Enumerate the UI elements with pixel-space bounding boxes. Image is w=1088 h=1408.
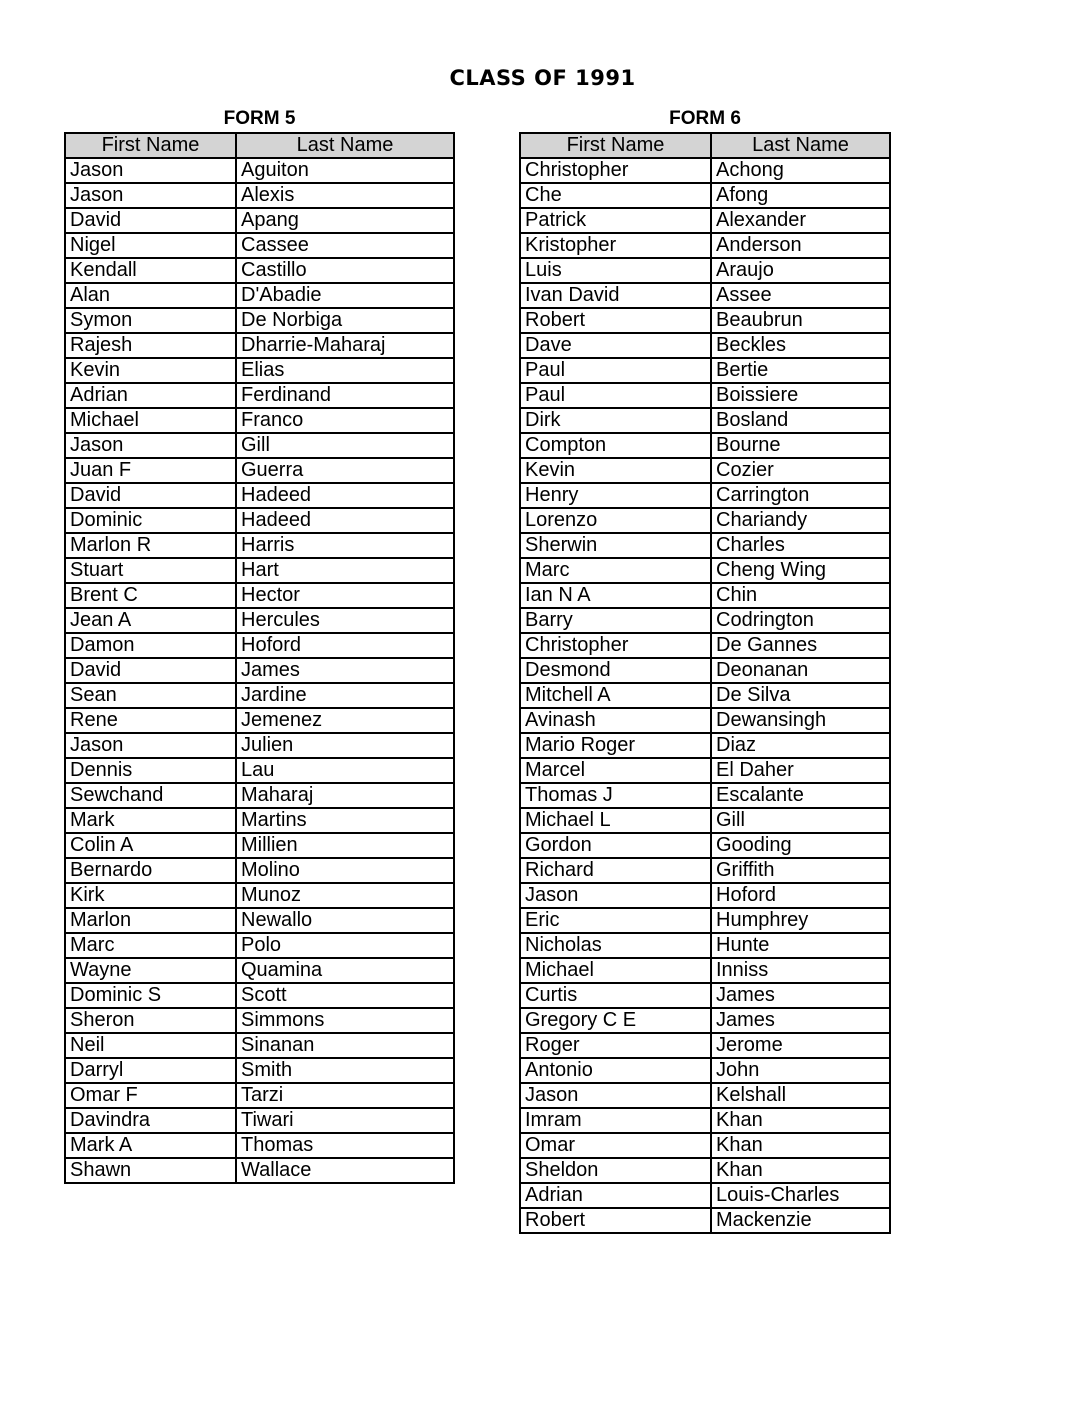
- first-name-cell: Luis: [520, 258, 711, 283]
- first-name-cell: Neil: [65, 1033, 236, 1058]
- last-name-cell: Harris: [236, 533, 454, 558]
- table-row: [520, 508, 890, 533]
- first-name-cell: Omar F: [65, 1083, 236, 1108]
- table-row: [65, 958, 454, 983]
- last-name-cell: Quamina: [236, 958, 454, 983]
- table-row: [520, 258, 890, 283]
- table-row: [520, 783, 890, 808]
- first-name-cell: Jason: [65, 433, 236, 458]
- last-name-cell: Hoford: [236, 633, 454, 658]
- table-row: [520, 308, 890, 333]
- last-name-cell: Louis-Charles: [711, 1183, 890, 1208]
- last-name-cell: Inniss: [711, 958, 890, 983]
- last-name-cell: Charles: [711, 533, 890, 558]
- last-name-cell: El Daher: [711, 758, 890, 783]
- table-row: [65, 658, 454, 683]
- table-row: [65, 408, 454, 433]
- first-name-cell: Dominic: [65, 508, 236, 533]
- first-name-cell: Ivan David: [520, 283, 711, 308]
- last-name-cell: Jardine: [236, 683, 454, 708]
- table-row: [520, 733, 890, 758]
- first-name-cell: Compton: [520, 433, 711, 458]
- table-row: [65, 458, 454, 483]
- table-row: [520, 683, 890, 708]
- table-row: [65, 583, 454, 608]
- first-name-cell: Rajesh: [65, 333, 236, 358]
- table-row: [65, 1008, 454, 1033]
- table-row: [65, 558, 454, 583]
- first-name-cell: Omar: [520, 1133, 711, 1158]
- last-name-cell: Dharrie-Maharaj: [236, 333, 454, 358]
- first-name-cell: Kirk: [65, 883, 236, 908]
- first-name-cell: Bernardo: [65, 858, 236, 883]
- last-name-cell: De Silva: [711, 683, 890, 708]
- last-name-cell: Wallace: [236, 1158, 454, 1183]
- first-name-cell: Colin A: [65, 833, 236, 858]
- table-row: [65, 758, 454, 783]
- last-name-cell: Sinanan: [236, 1033, 454, 1058]
- first-name-cell: Mario Roger: [520, 733, 711, 758]
- last-name-cell: Hector: [236, 583, 454, 608]
- last-name-cell: Hart: [236, 558, 454, 583]
- table-row: [65, 1158, 454, 1183]
- last-name-cell: Ferdinand: [236, 383, 454, 408]
- last-name-cell: Hunte: [711, 933, 890, 958]
- table-row: [520, 958, 890, 983]
- first-name-cell: Jean A: [65, 608, 236, 633]
- table-row: [65, 1083, 454, 1108]
- table-header-row: [520, 133, 890, 158]
- last-name-cell: Martins: [236, 808, 454, 833]
- last-name-cell: Gooding: [711, 833, 890, 858]
- table-row: [520, 1058, 890, 1083]
- table-row: [65, 783, 454, 808]
- first-name-cell: Barry: [520, 608, 711, 633]
- last-name-cell: Khan: [711, 1158, 890, 1183]
- first-name-cell: Dirk: [520, 408, 711, 433]
- last-name-cell: Cheng Wing: [711, 558, 890, 583]
- table-row: [520, 633, 890, 658]
- last-name-cell: James: [711, 1008, 890, 1033]
- first-name-cell: Adrian: [520, 1183, 711, 1208]
- table-row: [65, 508, 454, 533]
- last-name-cell: Jemenez: [236, 708, 454, 733]
- last-name-cell: Aguiton: [236, 158, 454, 183]
- first-name-cell: David: [65, 208, 236, 233]
- first-name-cell: Ian N A: [520, 583, 711, 608]
- first-name-cell: Robert: [520, 1208, 711, 1233]
- last-name-header: Last Name: [236, 133, 454, 158]
- last-name-cell: Maharaj: [236, 783, 454, 808]
- table-row: [65, 1108, 454, 1133]
- table-row: [520, 333, 890, 358]
- last-name-cell: Bertie: [711, 358, 890, 383]
- table-row: [520, 1033, 890, 1058]
- first-name-cell: Jason: [65, 733, 236, 758]
- last-name-cell: Achong: [711, 158, 890, 183]
- table-row: [520, 483, 890, 508]
- last-name-cell: James: [236, 658, 454, 683]
- table-row: [65, 433, 454, 458]
- table-row: [65, 808, 454, 833]
- last-name-cell: De Norbiga: [236, 308, 454, 333]
- table-row: [65, 858, 454, 883]
- form-6-title: FORM 6: [669, 108, 741, 129]
- last-name-cell: Franco: [236, 408, 454, 433]
- first-name-header: First Name: [65, 133, 236, 158]
- first-name-cell: Imram: [520, 1108, 711, 1133]
- table-row: [65, 258, 454, 283]
- first-name-cell: Adrian: [65, 383, 236, 408]
- last-name-cell: Elias: [236, 358, 454, 383]
- table-row: [65, 908, 454, 933]
- last-name-cell: Assee: [711, 283, 890, 308]
- table-row: [520, 758, 890, 783]
- table-row: [520, 208, 890, 233]
- form-5-title: FORM 5: [223, 108, 296, 129]
- table-row: [520, 808, 890, 833]
- first-name-cell: Juan F: [65, 458, 236, 483]
- table-row: [520, 583, 890, 608]
- first-name-cell: Jason: [520, 883, 711, 908]
- table-row: [65, 208, 454, 233]
- table-row: [520, 558, 890, 583]
- first-name-cell: Brent C: [65, 583, 236, 608]
- table-row: [520, 858, 890, 883]
- table-row: [520, 708, 890, 733]
- table-row: [520, 908, 890, 933]
- first-name-cell: Sheron: [65, 1008, 236, 1033]
- page-title: CLASS OF 1991: [449, 66, 636, 90]
- first-name-cell: Mark A: [65, 1133, 236, 1158]
- last-name-cell: Bourne: [711, 433, 890, 458]
- table-row: [65, 983, 454, 1008]
- last-name-cell: Guerra: [236, 458, 454, 483]
- last-name-cell: Alexander: [711, 208, 890, 233]
- table-row: [520, 383, 890, 408]
- last-name-cell: Simmons: [236, 1008, 454, 1033]
- first-name-cell: Marcel: [520, 758, 711, 783]
- first-name-cell: Sheldon: [520, 1158, 711, 1183]
- first-name-cell: Robert: [520, 308, 711, 333]
- first-name-cell: Stuart: [65, 558, 236, 583]
- last-name-cell: Newallo: [236, 908, 454, 933]
- first-name-cell: Dennis: [65, 758, 236, 783]
- last-name-cell: Beaubrun: [711, 308, 890, 333]
- last-name-cell: Lau: [236, 758, 454, 783]
- first-name-cell: Antonio: [520, 1058, 711, 1083]
- table-row: [65, 233, 454, 258]
- table-row: [520, 833, 890, 858]
- table-row: [520, 983, 890, 1008]
- table-row: [520, 1083, 890, 1108]
- first-name-cell: Rene: [65, 708, 236, 733]
- first-name-cell: Sherwin: [520, 533, 711, 558]
- last-name-cell: Cassee: [236, 233, 454, 258]
- first-name-cell: Christopher: [520, 633, 711, 658]
- last-name-cell: Deonanan: [711, 658, 890, 683]
- last-name-cell: Diaz: [711, 733, 890, 758]
- table-row: [65, 383, 454, 408]
- first-name-cell: Wayne: [65, 958, 236, 983]
- table-row: [520, 658, 890, 683]
- last-name-cell: Hoford: [711, 883, 890, 908]
- form-5-table: [64, 132, 455, 1184]
- last-name-cell: Beckles: [711, 333, 890, 358]
- last-name-cell: John: [711, 1058, 890, 1083]
- form-6-table: [519, 132, 891, 1234]
- last-name-cell: Millien: [236, 833, 454, 858]
- first-name-cell: Henry: [520, 483, 711, 508]
- last-name-cell: Thomas: [236, 1133, 454, 1158]
- table-row: [520, 1108, 890, 1133]
- first-name-cell: Mitchell A: [520, 683, 711, 708]
- table-row: [65, 1133, 454, 1158]
- first-name-cell: Nigel: [65, 233, 236, 258]
- first-name-cell: Sean: [65, 683, 236, 708]
- first-name-cell: Dominic S: [65, 983, 236, 1008]
- table-row: [520, 1008, 890, 1033]
- first-name-cell: Kristopher: [520, 233, 711, 258]
- table-row: [520, 158, 890, 183]
- table-row: [65, 633, 454, 658]
- first-name-cell: Marc: [520, 558, 711, 583]
- last-name-cell: James: [711, 983, 890, 1008]
- first-name-cell: Paul: [520, 358, 711, 383]
- last-name-cell: Apang: [236, 208, 454, 233]
- first-name-cell: David: [65, 483, 236, 508]
- first-name-cell: Kevin: [65, 358, 236, 383]
- last-name-cell: Cozier: [711, 458, 890, 483]
- table-row: [65, 283, 454, 308]
- last-name-cell: Hadeed: [236, 508, 454, 533]
- table-row: [65, 733, 454, 758]
- table-row: [520, 608, 890, 633]
- table-row: [65, 483, 454, 508]
- table-row: [520, 883, 890, 908]
- last-name-cell: Dewansingh: [711, 708, 890, 733]
- table-row: [65, 883, 454, 908]
- last-name-cell: Smith: [236, 1058, 454, 1083]
- last-name-header: Last Name: [711, 133, 890, 158]
- first-name-cell: Avinash: [520, 708, 711, 733]
- first-name-header: First Name: [520, 133, 711, 158]
- first-name-cell: Eric: [520, 908, 711, 933]
- table-row: [65, 933, 454, 958]
- last-name-cell: Polo: [236, 933, 454, 958]
- first-name-cell: Dave: [520, 333, 711, 358]
- form-5-section: [64, 106, 455, 1184]
- last-name-cell: Gill: [711, 808, 890, 833]
- first-name-cell: Mark: [65, 808, 236, 833]
- first-name-cell: Lorenzo: [520, 508, 711, 533]
- table-row: [65, 683, 454, 708]
- table-row: [65, 533, 454, 558]
- first-name-cell: Darryl: [65, 1058, 236, 1083]
- first-name-cell: Christopher: [520, 158, 711, 183]
- first-name-cell: Nicholas: [520, 933, 711, 958]
- first-name-cell: Paul: [520, 383, 711, 408]
- first-name-cell: Jason: [65, 183, 236, 208]
- first-name-cell: Michael: [520, 958, 711, 983]
- table-row: [520, 1133, 890, 1158]
- first-name-cell: Davindra: [65, 1108, 236, 1133]
- first-name-cell: Gregory C E: [520, 1008, 711, 1033]
- first-name-cell: Jason: [65, 158, 236, 183]
- table-row: [65, 358, 454, 383]
- last-name-cell: Bosland: [711, 408, 890, 433]
- table-row: [65, 308, 454, 333]
- last-name-cell: Hadeed: [236, 483, 454, 508]
- table-row: [65, 183, 454, 208]
- first-name-cell: Michael: [65, 408, 236, 433]
- table-row: [65, 833, 454, 858]
- last-name-cell: Mackenzie: [711, 1208, 890, 1233]
- last-name-cell: Tiwari: [236, 1108, 454, 1133]
- table-row: [65, 158, 454, 183]
- table-row: [65, 608, 454, 633]
- last-name-cell: Alexis: [236, 183, 454, 208]
- last-name-cell: Escalante: [711, 783, 890, 808]
- table-row: [520, 1208, 890, 1233]
- first-name-cell: Kendall: [65, 258, 236, 283]
- first-name-cell: Richard: [520, 858, 711, 883]
- first-name-cell: Sewchand: [65, 783, 236, 808]
- last-name-cell: Carrington: [711, 483, 890, 508]
- last-name-cell: Jerome: [711, 1033, 890, 1058]
- table-row: [520, 433, 890, 458]
- first-name-cell: Desmond: [520, 658, 711, 683]
- last-name-cell: Gill: [236, 433, 454, 458]
- first-name-cell: Marlon R: [65, 533, 236, 558]
- last-name-cell: Kelshall: [711, 1083, 890, 1108]
- table-header-row: [65, 133, 454, 158]
- first-name-cell: Thomas J: [520, 783, 711, 808]
- last-name-cell: Hercules: [236, 608, 454, 633]
- first-name-cell: Che: [520, 183, 711, 208]
- table-row: [520, 933, 890, 958]
- first-name-cell: Damon: [65, 633, 236, 658]
- first-name-cell: Michael L: [520, 808, 711, 833]
- last-name-cell: Scott: [236, 983, 454, 1008]
- table-row: [65, 333, 454, 358]
- table-row: [520, 533, 890, 558]
- last-name-cell: Julien: [236, 733, 454, 758]
- table-row: [520, 358, 890, 383]
- table-row: [520, 183, 890, 208]
- last-name-cell: De Gannes: [711, 633, 890, 658]
- first-name-cell: Symon: [65, 308, 236, 333]
- last-name-cell: Munoz: [236, 883, 454, 908]
- first-name-cell: Marc: [65, 933, 236, 958]
- first-name-cell: Gordon: [520, 833, 711, 858]
- form-6-section: [519, 106, 891, 1234]
- first-name-cell: David: [65, 658, 236, 683]
- last-name-cell: Humphrey: [711, 908, 890, 933]
- last-name-cell: Khan: [711, 1133, 890, 1158]
- last-name-cell: Chariandy: [711, 508, 890, 533]
- table-row: [520, 1183, 890, 1208]
- first-name-cell: Curtis: [520, 983, 711, 1008]
- first-name-cell: Shawn: [65, 1158, 236, 1183]
- table-row: [65, 1058, 454, 1083]
- table-row: [520, 408, 890, 433]
- last-name-cell: Afong: [711, 183, 890, 208]
- last-name-cell: Chin: [711, 583, 890, 608]
- first-name-cell: Roger: [520, 1033, 711, 1058]
- last-name-cell: Codrington: [711, 608, 890, 633]
- first-name-cell: Kevin: [520, 458, 711, 483]
- last-name-cell: D'Abadie: [236, 283, 454, 308]
- last-name-cell: Khan: [711, 1108, 890, 1133]
- table-row: [520, 283, 890, 308]
- first-name-cell: Patrick: [520, 208, 711, 233]
- table-row: [65, 1033, 454, 1058]
- last-name-cell: Castillo: [236, 258, 454, 283]
- last-name-cell: Griffith: [711, 858, 890, 883]
- table-row: [520, 233, 890, 258]
- table-row: [520, 458, 890, 483]
- table-row: [520, 1158, 890, 1183]
- first-name-cell: Jason: [520, 1083, 711, 1108]
- last-name-cell: Tarzi: [236, 1083, 454, 1108]
- last-name-cell: Molino: [236, 858, 454, 883]
- first-name-cell: Marlon: [65, 908, 236, 933]
- last-name-cell: Anderson: [711, 233, 890, 258]
- last-name-cell: Boissiere: [711, 383, 890, 408]
- last-name-cell: Araujo: [711, 258, 890, 283]
- first-name-cell: Alan: [65, 283, 236, 308]
- table-row: [65, 708, 454, 733]
